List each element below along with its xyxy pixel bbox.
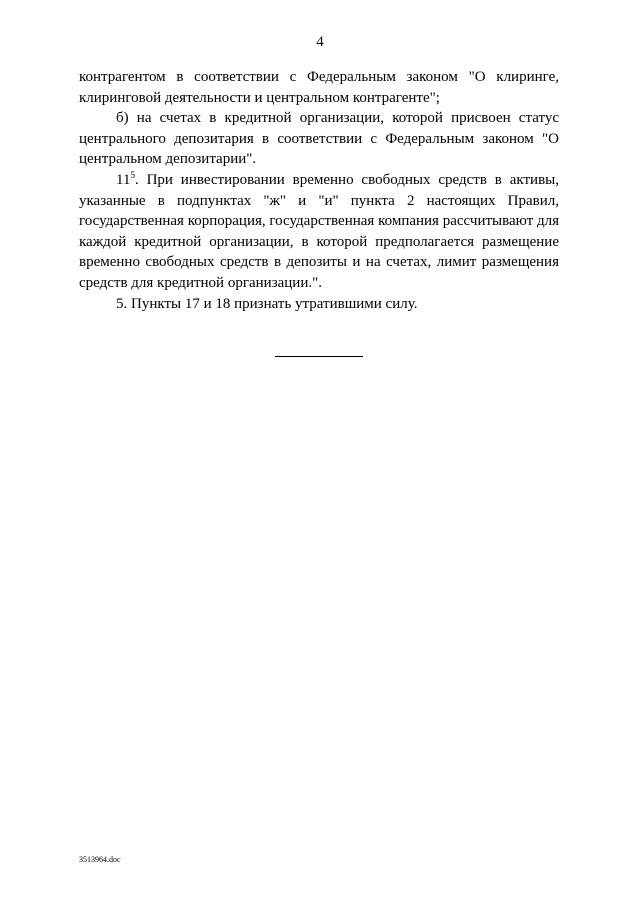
paragraph-continuation: контрагентом в соответствии с Федеральным законом "О клиринге, клиринговой деятельности и центральном контрагенте"; bbox=[79, 69, 559, 106]
paragraph-item-11-5 bbox=[79, 170, 559, 294]
page-number: 4 bbox=[316, 34, 324, 50]
item-text: . При инвестировании временно свободных средств в активы, указанные в подпунктах "ж" и "и" пункта 2 настоящих Правил, государственная корпорация, государственная компания рассчитывают для каждой кредитной организации, в которой предполагается размещение временно свободных средств в депозиты и на счетах, лимит размещения средств для кредитной организации.". bbox=[79, 171, 559, 291]
paragraph-subitem-b: б) на счетах в кредитной организации, которой присвоен статус центрального депозитария в соответствии с Федеральным законом "О центральном депозитарии". bbox=[79, 110, 559, 168]
item-number-base: 11 bbox=[116, 171, 131, 188]
document-body bbox=[79, 67, 559, 314]
item-number-superscript: 5 bbox=[130, 169, 135, 180]
end-separator-line bbox=[275, 356, 363, 357]
paragraph-item-5: 5. Пункты 17 и 18 признать утратившими силу. bbox=[116, 295, 418, 312]
document-file-code: 3513964.doc bbox=[79, 855, 121, 864]
